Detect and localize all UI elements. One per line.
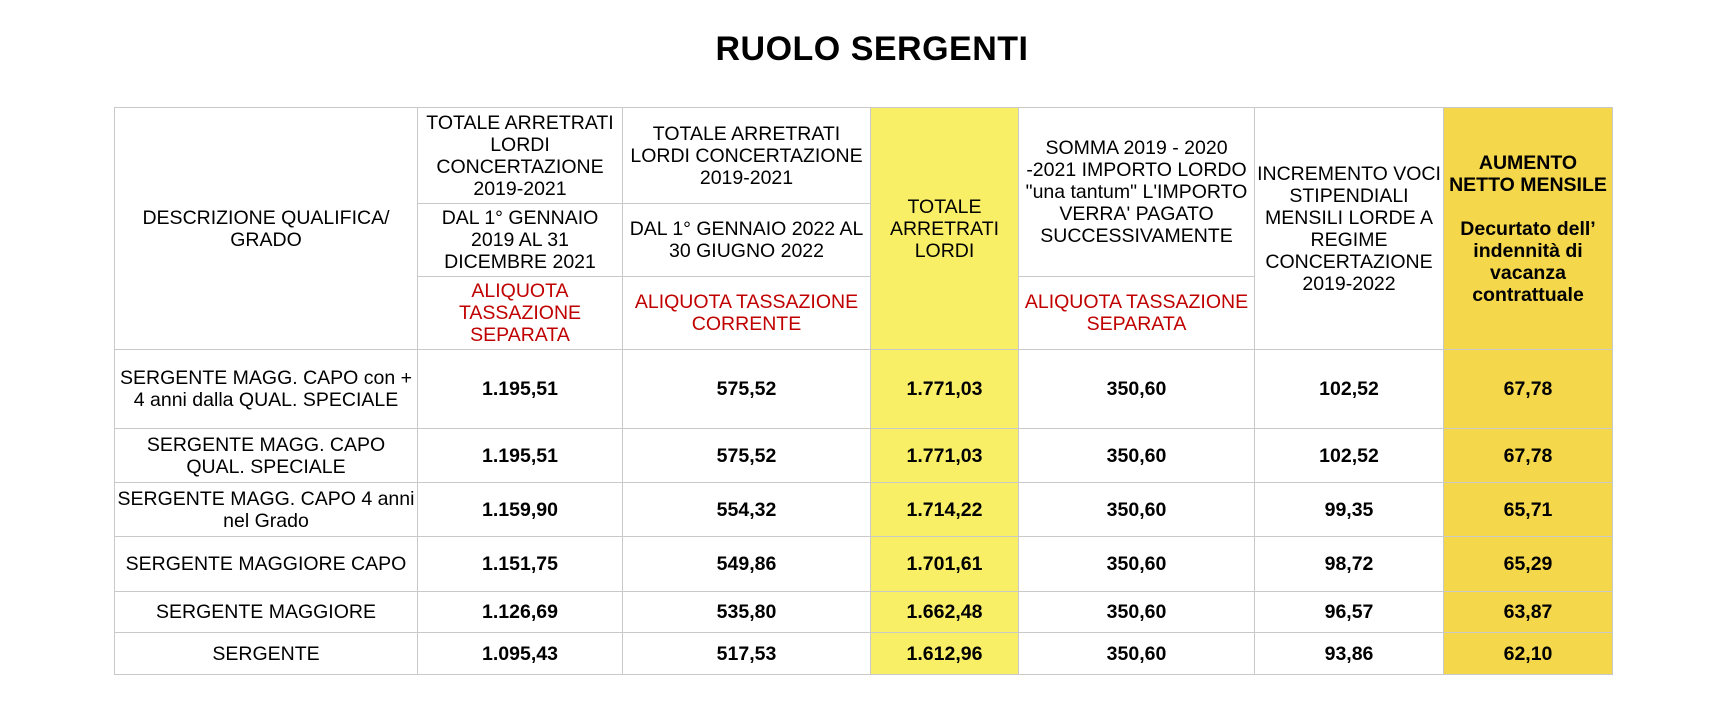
header-aumento-netto — [1444, 108, 1613, 350]
grado-cell: SERGENTE MAGG. CAPO con + 4 anni dalla QUAL. SPECIALE — [115, 350, 418, 429]
col1-value: 1.126,69 — [418, 592, 623, 633]
col1-value: 1.195,51 — [418, 429, 623, 483]
col4-value: 350,60 — [1019, 429, 1255, 483]
col3-value: 1.701,61 — [871, 537, 1019, 592]
header-col2-tax: ALIQUOTA TASSAZIONE CORRENTE — [623, 277, 871, 350]
grado-cell: SERGENTE MAGG. CAPO QUAL. SPECIALE — [115, 429, 418, 483]
table-row — [115, 350, 1613, 429]
table-row — [115, 429, 1613, 483]
col3-value: 1.662,48 — [871, 592, 1019, 633]
col5-value: 99,35 — [1255, 483, 1444, 537]
header-descrizione: DESCRIZIONE QUALIFICA/ GRADO — [115, 108, 418, 350]
col5-value: 96,57 — [1255, 592, 1444, 633]
col4-value: 350,60 — [1019, 350, 1255, 429]
col4-value: 350,60 — [1019, 537, 1255, 592]
col6-value: 67,78 — [1444, 429, 1613, 483]
header-incremento: INCREMENTO VOCI STIPENDIALI MENSILI LORDE A REGIME CONCERTAZIONE 2019-2022 — [1255, 108, 1444, 350]
col1-value: 1.095,43 — [418, 633, 623, 675]
col2-value: 549,86 — [623, 537, 871, 592]
col5-value: 98,72 — [1255, 537, 1444, 592]
col3-value: 1.612,96 — [871, 633, 1019, 675]
col6-value: 63,87 — [1444, 592, 1613, 633]
col4-value: 350,60 — [1019, 483, 1255, 537]
header-col1-top: TOTALE ARRETRATI LORDI CONCERTAZIONE 2019-2021 — [418, 108, 623, 204]
table-row — [115, 537, 1613, 592]
grado-cell: SERGENTE — [115, 633, 418, 675]
header-col2-period: DAL 1° GENNAIO 2022 AL 30 GIUGNO 2022 — [623, 204, 871, 277]
col3-value: 1.714,22 — [871, 483, 1019, 537]
grado-cell: SERGENTE MAGGIORE — [115, 592, 418, 633]
header-col1-tax: ALIQUOTA TASSAZIONE SEPARATA — [418, 277, 623, 350]
col6-value: 62,10 — [1444, 633, 1613, 675]
col2-value: 535,80 — [623, 592, 871, 633]
col5-value: 102,52 — [1255, 350, 1444, 429]
header-col1-period: DAL 1° GENNAIO 2019 AL 31 DICEMBRE 2021 — [418, 204, 623, 277]
grado-cell: SERGENTE MAGG. CAPO 4 anni nel Grado — [115, 483, 418, 537]
col5-value: 93,86 — [1255, 633, 1444, 675]
header-col2-top: TOTALE ARRETRATI LORDI CONCERTAZIONE 2019-2021 — [623, 108, 871, 204]
col2-value: 575,52 — [623, 429, 871, 483]
col5-value: 102,52 — [1255, 429, 1444, 483]
page-title: RUOLO SERGENTI — [715, 30, 1029, 68]
table-row — [115, 592, 1613, 633]
col4-value: 350,60 — [1019, 592, 1255, 633]
table-row — [115, 633, 1613, 675]
col6-value: 65,71 — [1444, 483, 1613, 537]
header-una-tantum: SOMMA 2019 - 2020 -2021 IMPORTO LORDO "una tantum" L'IMPORTO VERRA' PAGATO SUCCESSIVAMENTE — [1019, 108, 1255, 277]
header-totale-arretrati: TOTALE ARRETRATI LORDI — [871, 108, 1019, 350]
col6-value: 67,78 — [1444, 350, 1613, 429]
col1-value: 1.195,51 — [418, 350, 623, 429]
col2-value: 517,53 — [623, 633, 871, 675]
arretrati-table — [114, 107, 1613, 675]
col2-value: 554,32 — [623, 483, 871, 537]
col1-value: 1.151,75 — [418, 537, 623, 592]
table-row — [115, 483, 1613, 537]
header-col4-tax: ALIQUOTA TASSAZIONE SEPARATA — [1019, 277, 1255, 350]
col3-value: 1.771,03 — [871, 350, 1019, 429]
col4-value: 350,60 — [1019, 633, 1255, 675]
col6-value: 65,29 — [1444, 537, 1613, 592]
header-aumento-title: AUMENTO NETTO MENSILE — [1449, 151, 1607, 196]
header-aumento-note: Decurtato dell’ indennità di vacanza contrattuale — [1460, 217, 1596, 306]
col2-value: 575,52 — [623, 350, 871, 429]
col1-value: 1.159,90 — [418, 483, 623, 537]
col3-value: 1.771,03 — [871, 429, 1019, 483]
grado-cell: SERGENTE MAGGIORE CAPO — [115, 537, 418, 592]
